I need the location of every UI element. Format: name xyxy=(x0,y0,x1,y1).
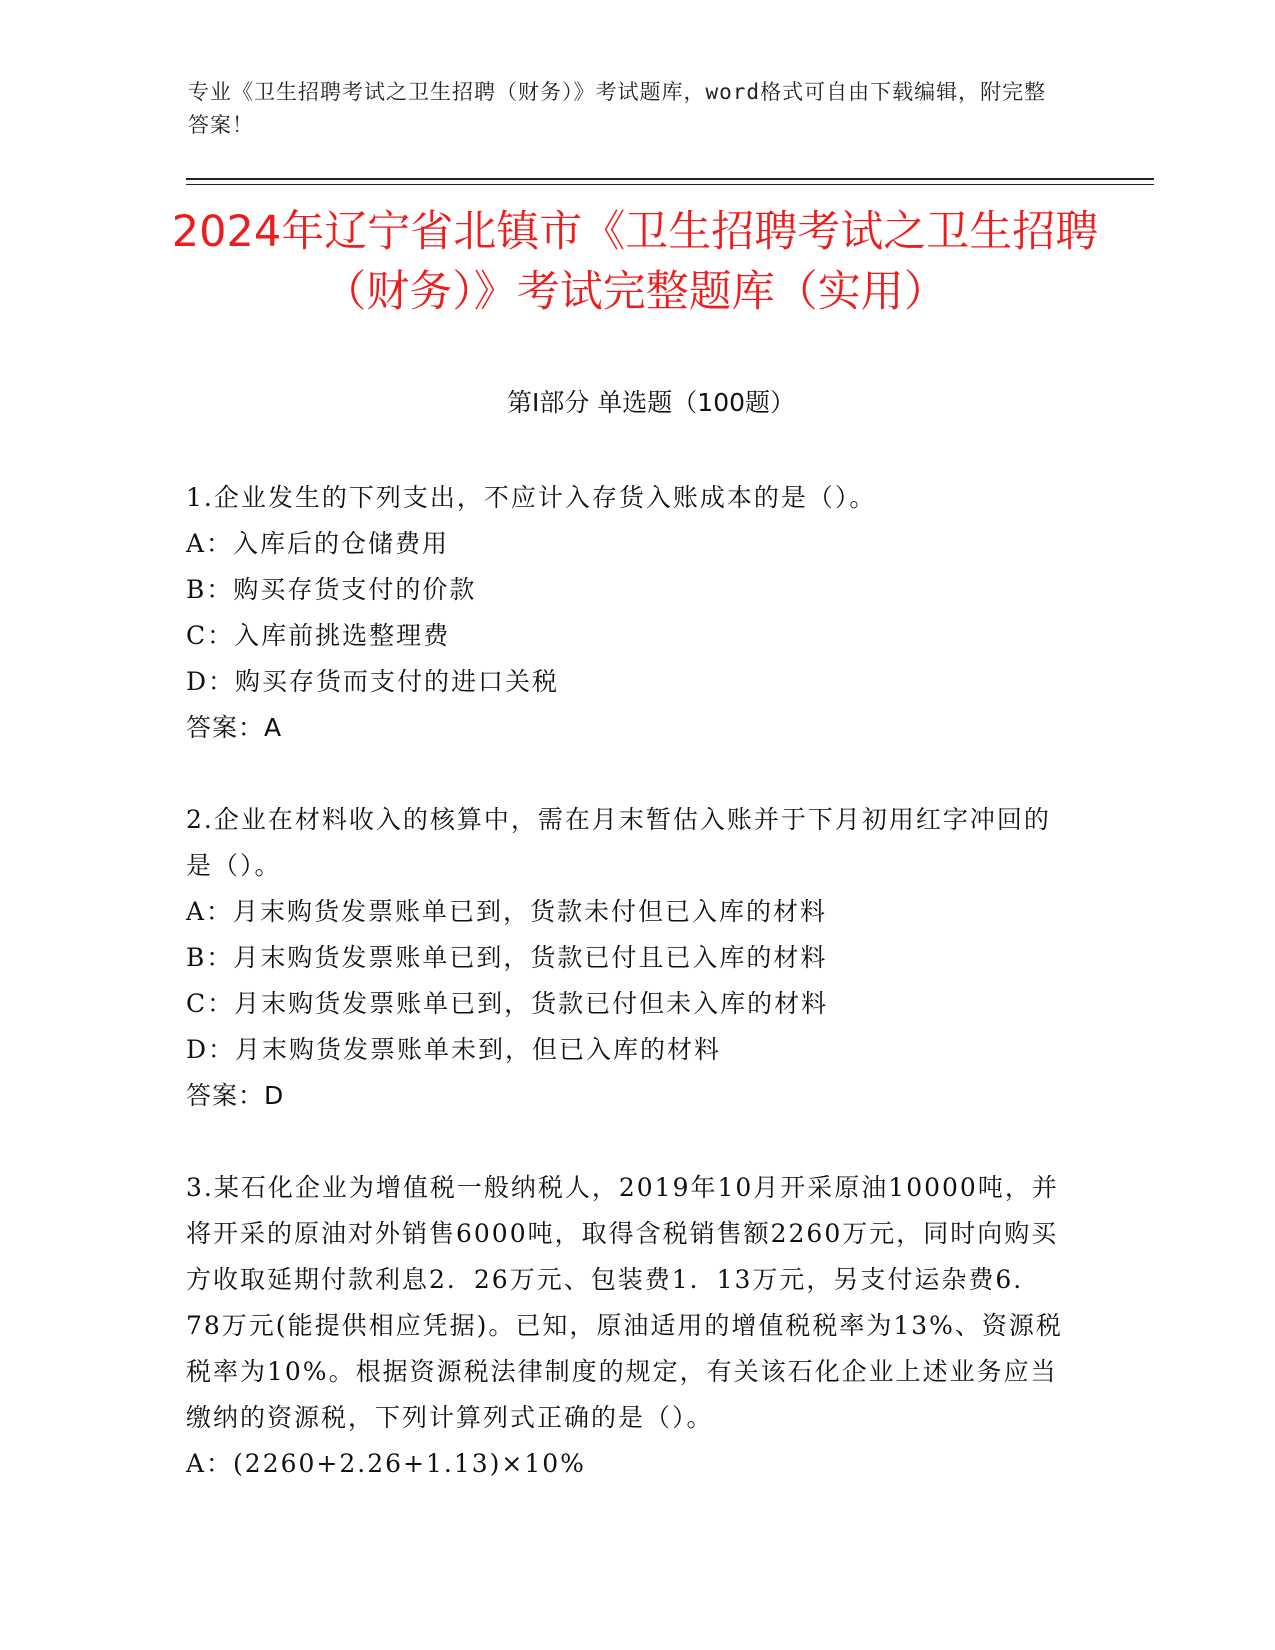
header-note: 专业《卫生招聘考试之卫生招聘（财务）》考试题库，word格式可自由下载编辑，附完整答案！ xyxy=(188,80,1047,137)
option-b: B：月末购货发票账单已到，货款已付且已入库的材料 xyxy=(186,943,828,972)
option-c: C：入库前挑选整理费 xyxy=(186,621,451,650)
option-a: A：月末购货发票账单已到，货款未付但已入库的材料 xyxy=(186,897,828,926)
option-c: C：月末购货发票账单已到，货款已付但未入库的材料 xyxy=(186,989,829,1018)
question-3 xyxy=(186,1165,1066,1487)
option-a: A：入库后的仓储费用 xyxy=(186,529,450,558)
question-stem: 3.某石化企业为增值税一般纳税人，2019年10月开采原油10000吨，并将开采的原油对外销售6000吨，取得含税销售额2260万元，同时向购买方收取延期付款利息2．26万元、包装费1．13万元，另支付运杂费6．78万元(能提供相应凭据)。已知，原油适用的增值税税率为13%、资源税税率为10%。根据资源税法律制度的规定，有关该石化企业上述业务应当缴纳的资源税，下列计算列式正确的是（）。 xyxy=(186,1173,1063,1432)
question-stem: 2.企业在材料收入的核算中，需在月末暂估入账并于下月初用红字冲回的是（）。 xyxy=(186,805,1051,880)
option-d: D：购买存货而支付的进口关税 xyxy=(186,667,560,696)
question-list xyxy=(186,475,1066,1533)
question-1 xyxy=(186,475,1066,751)
option-d: D：月末购货发票账单未到，但已入库的材料 xyxy=(186,1035,722,1064)
header-divider-thick xyxy=(186,178,1154,180)
header-divider-thin xyxy=(186,184,1154,185)
option-b: B：购买存货支付的价款 xyxy=(186,575,477,604)
section-title: 第Ⅰ部分 单选题（100题） xyxy=(506,388,796,417)
answer: 答案：A xyxy=(186,713,283,742)
answer: 答案：D xyxy=(186,1081,285,1110)
document-title: 2024年辽宁省北镇市《卫生招聘考试之卫生招聘（财务）》考试完整题库（实用） xyxy=(171,207,1099,317)
question-2 xyxy=(186,797,1066,1119)
option-a: A：(2260+2.26+1.13)×10% xyxy=(186,1449,586,1478)
question-stem: 1.企业发生的下列支出，不应计入存货入账成本的是（）。 xyxy=(186,483,877,512)
